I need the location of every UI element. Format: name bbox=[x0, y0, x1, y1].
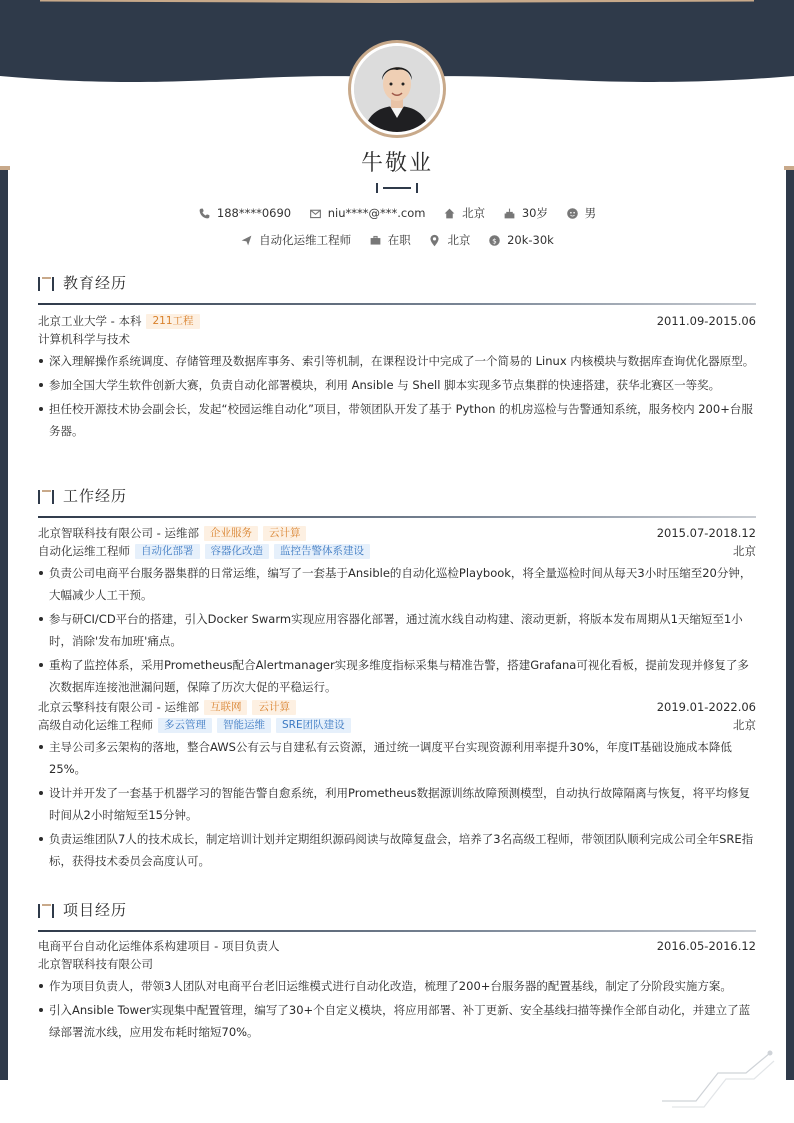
education-section bbox=[38, 272, 756, 438]
avatar bbox=[354, 46, 440, 132]
job-role-row bbox=[38, 542, 756, 560]
education-date: 2011.09-2015.06 bbox=[656, 314, 756, 328]
job-role-row bbox=[38, 716, 756, 734]
list-item: 负责运维团队7人的技术成长，制定培训计划并定期组织源码阅读与故障复盘会，培养了3名高级工程师，带领团队顺利完成公司全年SRE指标，获得技术委员会高度认可。 bbox=[38, 828, 756, 872]
work-section bbox=[38, 485, 756, 868]
contact-row-basic bbox=[0, 205, 794, 223]
contact-email: niu****@***.com bbox=[309, 206, 426, 220]
job-date: 2019.01-2022.06 bbox=[656, 700, 756, 714]
section-title: 项目经历 bbox=[63, 901, 128, 919]
major: 计算机科学与技术 bbox=[38, 332, 130, 346]
job-salary: $ 20k-30k bbox=[488, 233, 554, 247]
home-icon bbox=[443, 207, 456, 220]
section-title: 教育经历 bbox=[63, 274, 128, 292]
section-divider bbox=[38, 930, 756, 932]
industry-tag: 企业服务 bbox=[204, 526, 258, 541]
list-item: 设计并开发了一套基于机器学习的智能告警自愈系统，利用Prometheus数据源训练故障预测模型，自动执行故障隔离与恢复，将平均修复时间从2小时缩短至15分钟。 bbox=[38, 782, 756, 826]
right-side-bar bbox=[786, 170, 794, 1080]
face-icon bbox=[566, 207, 579, 220]
skill-tag: 多云管理 bbox=[158, 718, 212, 733]
industry-tag: 云计算 bbox=[263, 526, 307, 541]
list-item: 引入Ansible Tower实现集中配置管理，编写了30+个自定义模块，将应用部署、补丁更新、安全基线扫描等操作全部自动化，并建立了蓝绿部署流水线，应用发布耗时缩短70%。 bbox=[38, 999, 756, 1043]
list-item: 作为项目负责人，带领3人团队对电商平台老旧运维模式进行自动化改造，梳理了200+台服务器的配置基线，制定了分阶段实施方案。 bbox=[38, 975, 756, 997]
section-divider bbox=[38, 516, 756, 518]
job-header bbox=[38, 524, 756, 542]
project-org-row bbox=[38, 955, 756, 973]
section-marker-icon bbox=[38, 904, 54, 918]
industry-tag: 互联网 bbox=[204, 700, 248, 715]
company-name: 北京智联科技有限公司 - 运维部 bbox=[38, 526, 199, 540]
job-entry bbox=[38, 698, 756, 872]
project-header bbox=[38, 937, 756, 955]
job-header bbox=[38, 698, 756, 716]
contact-age: 30岁 bbox=[503, 205, 548, 221]
skill-tag: SRE团队建设 bbox=[276, 718, 351, 733]
industry-tag: 云计算 bbox=[252, 700, 296, 715]
project-org: 北京智联科技有限公司 bbox=[38, 957, 153, 971]
avatar-frame bbox=[348, 40, 446, 138]
project-entry bbox=[38, 937, 756, 1043]
contact-gender: 男 bbox=[566, 205, 597, 221]
job-role: 自动化运维工程师 bbox=[38, 544, 130, 558]
cake-icon bbox=[503, 207, 516, 220]
left-side-bar bbox=[0, 170, 8, 1080]
list-item: 参加全国大学生软件创新大赛，负责自动化部署模块，利用 Ansible 与 Shell 脚本实现多节点集群的快速搭建，获华北赛区一等奖。 bbox=[38, 374, 756, 396]
education-entry-header bbox=[38, 312, 756, 330]
section-marker-icon bbox=[38, 490, 54, 504]
job-bullets bbox=[38, 562, 756, 698]
job-city: 北京 bbox=[428, 232, 470, 248]
job-bullets bbox=[38, 736, 756, 872]
list-item: 参与研CI/CD平台的搭建，引入Docker Swarm实现应用容器化部署，通过流水线自动构建、滚动更新，将版本发布周期从1天缩短至1小时，消除'发布加班'痛点。 bbox=[38, 608, 756, 652]
job-date: 2015.07-2018.12 bbox=[656, 526, 756, 540]
skill-tag: 容器化改造 bbox=[205, 544, 270, 559]
briefcase-icon bbox=[369, 234, 382, 247]
skill-tag: 智能运维 bbox=[217, 718, 271, 733]
list-item: 担任校开源技术协会副会长，发起“校园运维自动化”项目，带领团队开发了基于 Python 的机房巡检与告警通知系统，服务校内 200+台服务器。 bbox=[38, 398, 756, 442]
send-icon bbox=[240, 234, 253, 247]
money-icon bbox=[488, 234, 501, 247]
list-item: 负责公司电商平台服务器集群的日常运维，编写了一套基于Ansible的自动化巡检Playbook，将全量巡检时间从每天3小时压缩至20分钟，大幅减少人工干预。 bbox=[38, 562, 756, 606]
school-name: 北京工业大学 - 本科 bbox=[38, 314, 142, 328]
location-icon bbox=[428, 234, 441, 247]
list-item: 主导公司多云架构的落地，整合AWS公有云与自建私有云资源，通过统一调度平台实现资源利用率提升30%，年度IT基础设施成本降低25%。 bbox=[38, 736, 756, 780]
candidate-name: 牛敬业 bbox=[360, 151, 433, 176]
job-role: 高级自动化运维工程师 bbox=[38, 718, 153, 732]
education-bullets bbox=[38, 350, 756, 442]
contact-row-job bbox=[0, 232, 794, 250]
company-name: 北京云擎科技有限公司 - 运维部 bbox=[38, 700, 199, 714]
job-target: 自动化运维工程师 bbox=[240, 232, 351, 248]
school-tag: 211工程 bbox=[146, 314, 199, 329]
name-divider-ornament bbox=[376, 183, 418, 193]
skill-tag: 监控告警体系建设 bbox=[274, 544, 370, 559]
list-item: 深入理解操作系统调度、存储管理及数据库事务、索引等机制，在课程设计中完成了一个简易的 Linux 内核模块与数据库查询优化器原型。 bbox=[38, 350, 756, 372]
job-city: 北京 bbox=[733, 544, 756, 558]
job-entry bbox=[38, 524, 756, 698]
project-date: 2016.05-2016.12 bbox=[656, 939, 756, 953]
list-item: 重构了监控体系，采用Prometheus配合Alertmanager实现多维度指标采集与精准告警，搭建Grafana可视化看板，提前发现并修复了多次数据库连接池泄漏问题，保障了历次大促的平稳运行。 bbox=[38, 654, 756, 698]
corner-decoration bbox=[660, 1045, 780, 1110]
phone-icon bbox=[198, 207, 211, 220]
projects-section bbox=[38, 899, 756, 1039]
section-marker-icon bbox=[38, 277, 54, 291]
section-divider bbox=[38, 303, 756, 305]
job-status: 在职 bbox=[369, 232, 411, 248]
contact-hometown: 北京 bbox=[443, 205, 485, 221]
contact-phone: 188****0690 bbox=[198, 206, 291, 220]
project-bullets bbox=[38, 975, 756, 1043]
project-name: 电商平台自动化运维体系构建项目 - 项目负责人 bbox=[38, 939, 280, 953]
skill-tag: 自动化部署 bbox=[135, 544, 200, 559]
mail-icon bbox=[309, 207, 322, 220]
job-city: 北京 bbox=[733, 718, 756, 732]
svg-text:$: $ bbox=[492, 235, 497, 245]
major-row bbox=[38, 330, 756, 348]
section-title: 工作经历 bbox=[63, 487, 128, 505]
